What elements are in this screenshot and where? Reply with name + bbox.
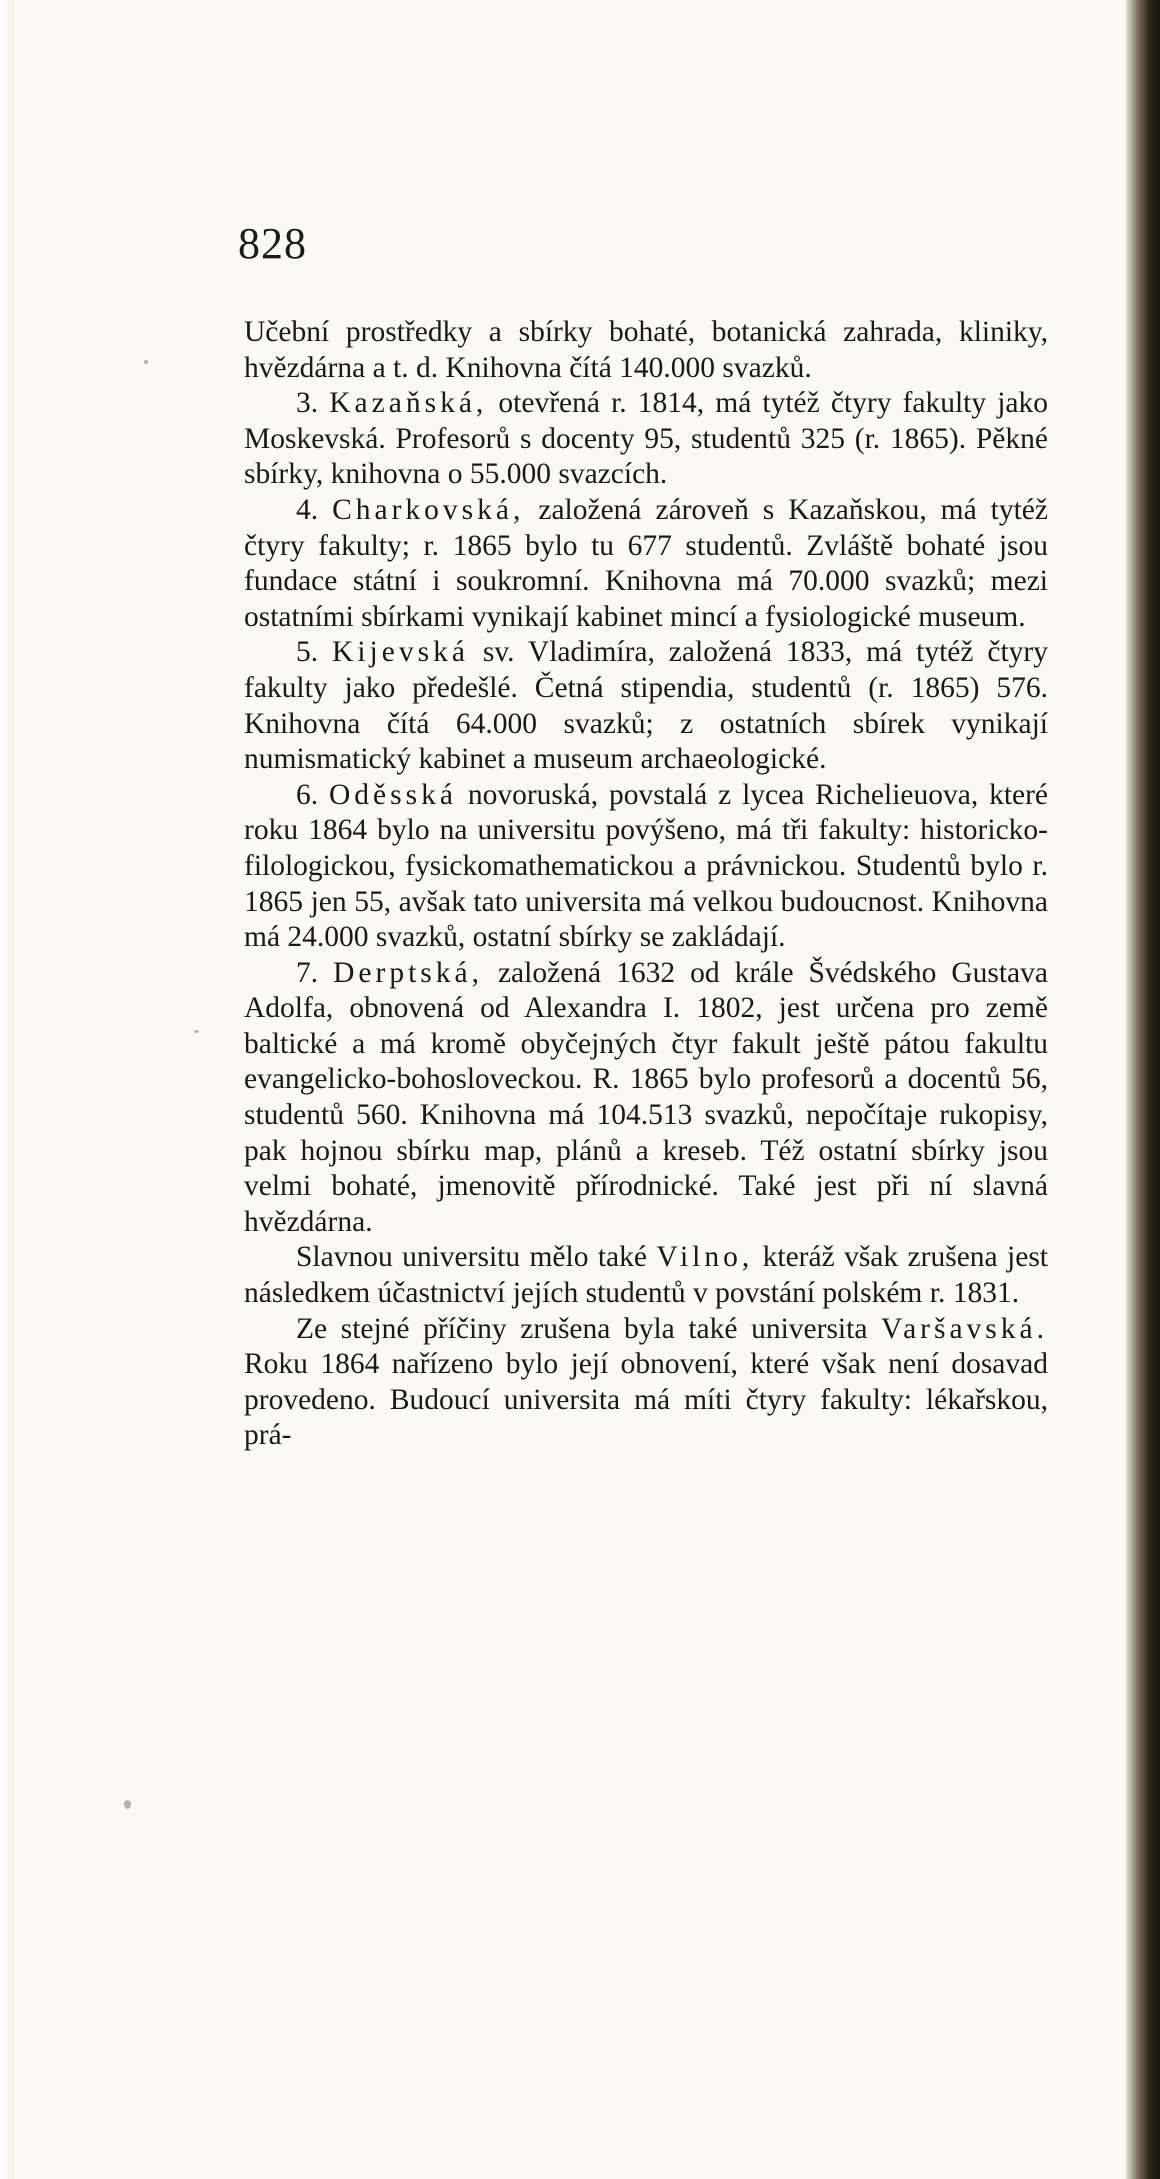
paper-speck — [194, 1030, 199, 1033]
paragraph-text: Slavnou universitu mělo také — [296, 1241, 647, 1274]
paragraph-text: sv. Vladimíra, založená 1833, má tytéž čtyry fakulty jako předešlé. Četná stipendia, studentů (r. 1865) 576. Knihovna čítá 64.000 svazků; z ostatních sbírek vynikají numismatický kabinet a museum archaeologické. — [244, 636, 1049, 776]
paper-speck — [124, 1800, 131, 1809]
page-left-margin — [0, 0, 14, 2179]
paragraph-kiev — [244, 635, 1048, 777]
page-number: 828 — [238, 219, 307, 268]
paragraph-library-intro — [244, 315, 1048, 386]
paragraph-text: kteráž však zrušena jest následkem účastnictví jejích studentů v povstání polském r. 1831. — [244, 1241, 1048, 1310]
university-name: Oděsská — [329, 778, 457, 811]
paragraph-warsaw — [244, 1312, 1048, 1454]
item-number: 6. — [296, 778, 319, 811]
university-name: Varšavská. — [881, 1312, 1049, 1345]
paragraph-dorpat — [244, 956, 1048, 1241]
university-name: Kazaňská, — [329, 387, 488, 420]
paragraph-vilno — [244, 1240, 1048, 1311]
paragraph-kazan — [244, 386, 1048, 493]
paragraph-text: založená 1632 od krále Švédského Gustava Adolfa, obnovená od Alexandra I. 1802, jest určena pro země baltické a má kromě obyčejných čtyr fakult ještě pátou fakultu evangelicko-bohosloveckou. R. 1865 bylo profesorů a docentů 56, studentů 560. Knihovna má 104.513 svazků, nepočítaje rukopisy, pak hojnou sbírku map, plánů a kreseb. Též ostatní sbírky jsou velmi bohaté, jmenovitě přírodnické. Také jest při ní slavná hvězdárna. — [244, 956, 1048, 1238]
university-name: Kijevská — [332, 636, 469, 669]
paragraph-text: otevřená r. 1814, má tytéž čtyry fakulty jako Moskevská. Profesorů s docenty 95, studentů 325 (r. 1865). Pěkné sbírky, knihovna o 55.000 svazcích. — [244, 387, 1049, 491]
body-text — [244, 315, 1048, 1454]
paragraph-text: novoruská, povstalá z lycea Richelieuova, které roku 1864 bylo na universitu povýšeno, má tři fakulty: historicko-filologickou, fysickomathematickou a právnickou. Studentů bylo r. 1865 jen 55, avšak tato universita má velkou budoucnost. Knihovna má 24.000 svazků, ostatní sbírky se zakládají. — [244, 778, 1049, 954]
university-name: Derptská, — [333, 956, 483, 989]
paragraph-text: Učební prostředky a sbírky bohaté, botanická zahrada, kliniky, hvězdárna a t. d. Knihovna čítá 140.000 svazků. — [244, 316, 1048, 384]
paragraph-text: založená zároveň s Kazaňskou, má tytéž čtyry fakulty; r. 1865 bylo tu 677 studentů. Zvláště bohaté jsou fundace státní i soukromní. Knihovna má 70.000 svazků; mezi ostatními sbírkami vynikají kabinet mincí a fysiologické museum. — [244, 493, 1048, 633]
item-number: 5. — [296, 636, 319, 669]
item-number: 3. — [296, 387, 319, 420]
university-name: Charkovská, — [332, 493, 525, 526]
item-number: 4. — [296, 493, 319, 526]
book-binding-edge — [1126, 0, 1160, 2179]
university-name: Vilno, — [656, 1241, 754, 1274]
paragraph-text: Roku 1864 nařízeno bylo její obnovení, které však není dosavad provedeno. Budoucí universita má míti čtyry fakulty: lékařskou, prá- — [244, 1348, 1048, 1452]
paragraph-kharkov — [244, 493, 1048, 635]
paragraph-text: Ze stejné příčiny zrušena byla také universita — [296, 1312, 868, 1345]
paragraph-odessa — [244, 778, 1048, 956]
paper-speck — [144, 360, 148, 364]
item-number: 7. — [296, 956, 319, 989]
